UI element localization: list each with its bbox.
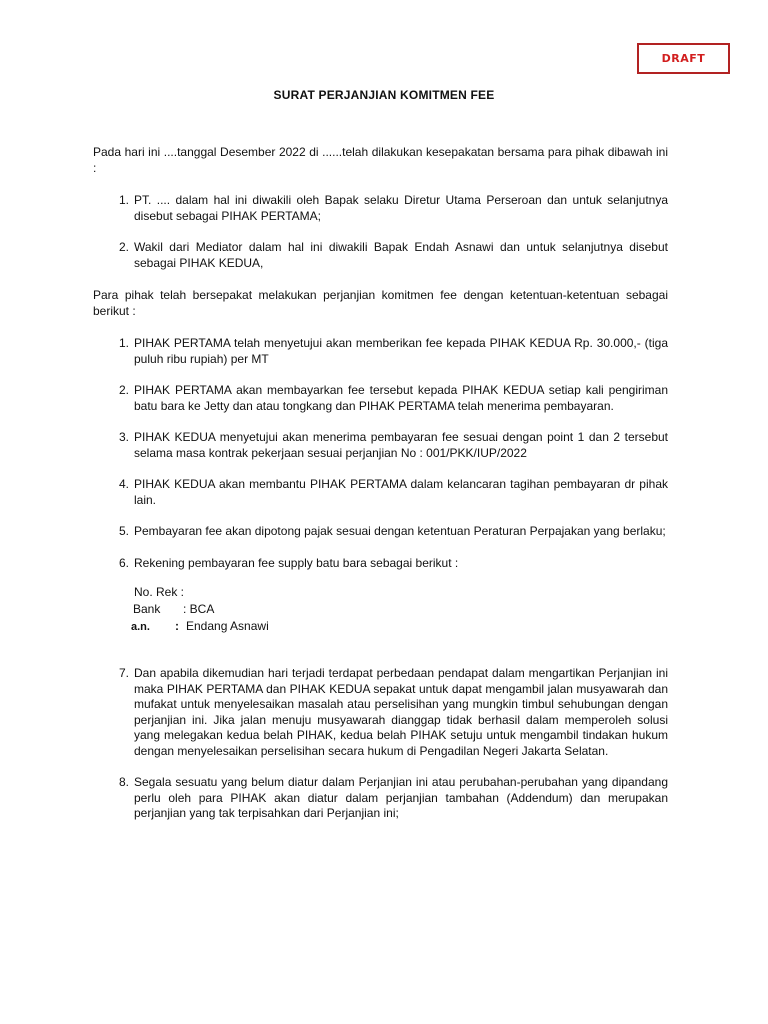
bank-details <box>131 585 668 637</box>
list-text: Dan apabila dikemudian hari terjadi terdapat perbedaan pendapat dalam mengartikan Perjanjian ini maka PIHAK PERTAMA dan PIHAK KEDUA sepakat untuk dapat mengambil jalan musyawarah dan mufakat untuk menyelesaikan masalah atau perselisihan yang mungkin timbul sehubungan dengan perjanjian ini. Jika jalan menuju musyawarah dianggap tidak berhasil dalam memperoleh solusi yang melegakan kedua belah PIHAK, kedua belah PIHAK setuju untuk mengambil tindakan hukum dengan menyelesaikan perselisihan secara hukum di Pengadilan Negeri Jakarta Selatan. <box>134 666 668 758</box>
list-item <box>93 240 668 271</box>
list-item <box>93 524 668 540</box>
document-body <box>93 145 668 822</box>
account-holder-label: a.n. <box>131 621 150 633</box>
opening-paragraph: Pada hari ini ....tanggal Desember 2022 di ......telah dilakukan kesepakatan bersama para pihak dibawah ini : <box>93 145 668 175</box>
list-text: PIHAK PERTAMA akan membayarkan fee tersebut kepada PIHAK KEDUA setiap kali pengiriman batu bara ke Jetty dan atau tongkang dan PIHAK PERTAMA telah menerima pembayaran. <box>134 383 668 413</box>
terms-list <box>93 336 668 822</box>
list-text: PIHAK KEDUA menyetujui akan menerima pembayaran fee sesuai dengan point 1 dan 2 tersebut selama masa kontrak pekerjaan sesuai perjanjian No : 001/PKK/IUP/2022 <box>134 430 668 460</box>
bank-row <box>133 602 214 618</box>
draft-label: DRAFT <box>661 52 706 65</box>
account-holder-name: Endang Asnawi <box>186 619 269 633</box>
list-number: 7. <box>119 666 130 680</box>
account-number-row <box>134 585 184 601</box>
list-item <box>93 193 668 224</box>
list-number: 5. <box>119 524 130 538</box>
list-item <box>93 336 668 367</box>
list-item <box>93 666 668 759</box>
list-text: Pembayaran fee akan dipotong pajak sesuai dengan ketentuan Peraturan Perpajakan yang berlaku; <box>134 524 666 538</box>
list-item <box>93 556 668 638</box>
bank-label: Bank <box>133 602 161 616</box>
list-item <box>93 430 668 461</box>
account-holder-row <box>131 619 269 636</box>
list-number: 4. <box>119 477 130 491</box>
list-text: Wakil dari Mediator dalam hal ini diwakili Bapak Endah Asnawi dan untuk selanjutnya disebut sebagai PIHAK KEDUA, <box>134 240 668 270</box>
list-number: 2. <box>119 383 130 397</box>
list-number: 2. <box>119 240 130 254</box>
list-number: 1. <box>119 336 130 350</box>
list-number: 6. <box>119 555 130 570</box>
draft-stamp <box>637 43 730 74</box>
list-number: 8. <box>119 775 130 789</box>
agreement-intro: Para pihak telah bersepakat melakukan perjanjian komitmen fee dengan ketentuan-ketentuan sebagai berikut : <box>93 288 668 318</box>
account-number-label: No. Rek : <box>134 585 185 599</box>
list-text: PIHAK PERTAMA telah menyetujui akan memberikan fee kepada PIHAK KEDUA Rp. 30.000,- (tiga puluh ribu rupiah) per MT <box>134 336 668 366</box>
list-text: Rekening pembayaran fee supply batu bara sebagai berikut : <box>134 555 459 570</box>
list-item <box>93 383 668 414</box>
bank-value: : BCA <box>183 602 215 616</box>
list-number: 3. <box>119 430 130 444</box>
list-item <box>93 775 668 822</box>
list-item <box>93 477 668 508</box>
list-text: PIHAK KEDUA akan membantu PIHAK PERTAMA dalam kelancaran tagihan pembayaran dr pihak lain. <box>134 477 668 507</box>
parties-list <box>93 193 668 271</box>
account-holder-colon: : <box>175 619 179 633</box>
document-title: SURAT PERJANJIAN KOMITMEN FEE <box>273 88 495 102</box>
list-text: PT. .... dalam hal ini diwakili oleh Bapak selaku Diretur Utama Perseroan dan untuk selanjutnya disebut sebagai PIHAK PERTAMA; <box>134 193 668 223</box>
list-number: 1. <box>119 193 130 207</box>
list-text: Segala sesuatu yang belum diatur dalam Perjanjian ini atau perubahan-perubahan yang dipandang perlu oleh para PIHAK akan diatur dalam perjanjian tambahan (Addendum) dan merupakan perjanjian yang tak terpisahkan dari Perjanjian ini; <box>134 775 668 820</box>
